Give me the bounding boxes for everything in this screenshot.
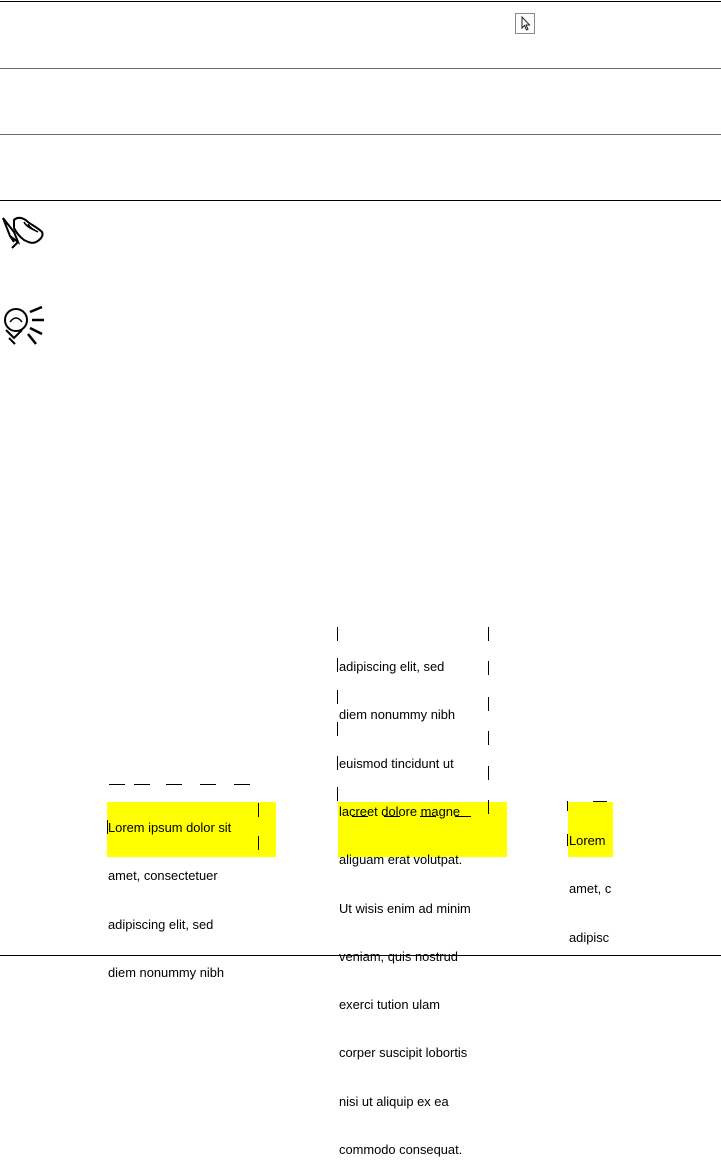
text-line: corper suscipit lobortis (339, 1045, 468, 1061)
frame-handle (337, 787, 338, 801)
text-line: amet, consectetuer (108, 868, 218, 884)
text-line: adipisc (569, 929, 610, 945)
row-divider-2 (0, 134, 721, 135)
frame-handle (337, 658, 338, 672)
text-line: Lorem ipsum dolor sit (108, 820, 232, 836)
text-line: nisi ut aliquip ex ea (339, 1093, 449, 1109)
text-line: veniam, quis nostrud (339, 948, 458, 964)
frame-handle (337, 627, 338, 641)
text-line: lacreet dolore magne (339, 804, 461, 820)
frame-handle (234, 784, 250, 785)
top-rule (0, 1, 721, 2)
text-line: Lorem (569, 833, 606, 849)
middle-frame-text (339, 627, 489, 1157)
frame-handle (337, 690, 338, 704)
frame-handle (134, 784, 150, 785)
frame-handle (200, 784, 216, 785)
row-divider-1 (0, 68, 721, 69)
row-divider-3 (0, 200, 721, 201)
text-line: diem nonummy nibh (339, 707, 456, 723)
text-line: diem nonummy nibh (108, 965, 225, 981)
lightbulb-tip-icon (0, 304, 48, 346)
frame-handle (567, 834, 568, 846)
left-frame-text (108, 788, 268, 981)
right-frame-text (569, 801, 613, 945)
frame-handle (166, 784, 182, 785)
frame-handle (109, 784, 125, 785)
frame-handle (567, 801, 568, 811)
text-line: commodo consequat. (339, 1142, 463, 1157)
text-line: adipiscing elit, sed (339, 659, 445, 675)
text-line: Ut wisis enim ad minim (339, 900, 471, 916)
text-line: aliguam erat volutpat. (339, 852, 463, 868)
note-pen-icon (0, 212, 48, 254)
text-line: amet, c (569, 881, 612, 897)
text-line: adipiscing elit, sed (108, 916, 214, 932)
frame-handle (337, 722, 338, 736)
text-line: exerci tution ulam (339, 997, 441, 1013)
pointer-tool-icon[interactable] (515, 13, 535, 34)
text-line: euismod tincidunt ut (339, 755, 454, 771)
frame-handle (337, 756, 338, 770)
